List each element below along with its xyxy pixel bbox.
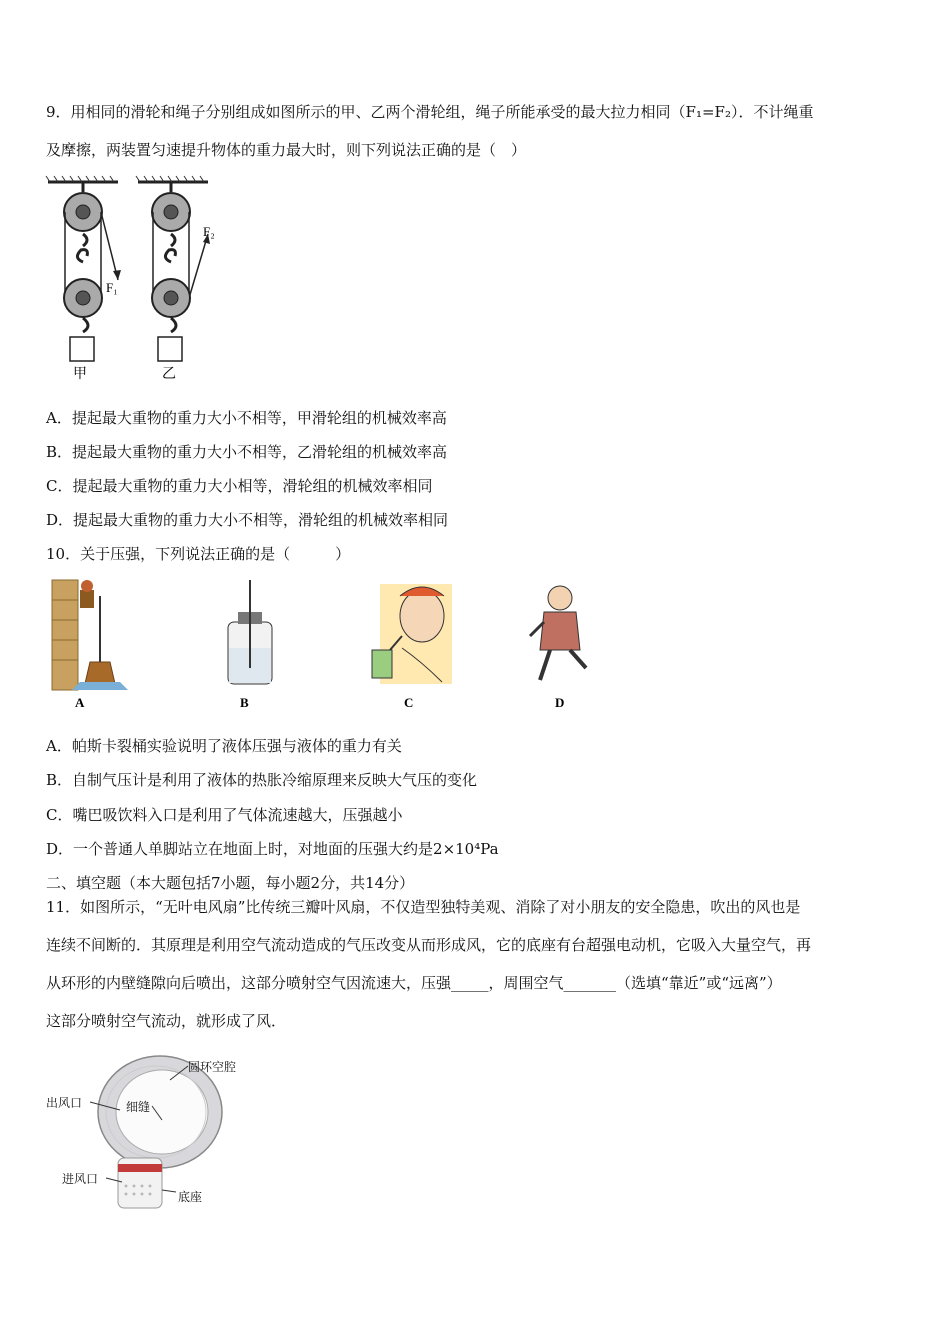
force-label-f2: F₂ (203, 224, 215, 239)
force-label-f1: F₁ (106, 280, 118, 295)
pulley-figure (40, 172, 230, 387)
label-jia: 甲 (73, 366, 87, 382)
q9-option-b: B．提起最大重物的重力大小不相等，乙滑轮组的机械效率高 (46, 443, 448, 461)
caption-d: D (555, 695, 565, 710)
q11-stem-line3: 从环形的内壁缝隙向后喷出，这部分喷射空气因流速大，压强_____，周围空气_______（选填“靠近”或“远离”） (46, 974, 782, 992)
label-base: 底座 (178, 1190, 203, 1204)
q9-stem-line1: 9．用相同的滑轮和绳子分别组成如图所示的甲、乙两个滑轮组，绳子所能承受的最大拉力相同（F₁=F₂）．不计绳重 (46, 103, 814, 121)
caption-c: C (404, 695, 414, 710)
q10-option-c: C．嘴巴吸饮料入口是利用了气体流速越大，压强越小 (46, 806, 403, 824)
q9-option-c: C．提起最大重物的重力大小相等，滑轮组的机械效率相同 (46, 477, 433, 495)
q11-stem-line4: 这部分喷射空气流动，就形成了风． (46, 1012, 287, 1030)
pulley-system-jia (46, 176, 121, 361)
caption-a: A (75, 695, 85, 710)
figure-a-pascal-barrel (52, 580, 128, 690)
pressure-figures (50, 576, 610, 716)
label-air-outlet: 出风口 (46, 1096, 83, 1110)
label-yi: 乙 (162, 366, 176, 382)
pulley-system-yi (136, 176, 210, 361)
q9-option-a: A．提起最大重物的重力大小不相等，甲滑轮组的机械效率高 (46, 409, 447, 427)
figure-c-drinking-person (372, 584, 452, 684)
label-ring-cavity: 圆环空腔 (188, 1060, 237, 1074)
q10-option-a: A．帕斯卡裂桶实验说明了液体压强与液体的重力有关 (46, 737, 402, 755)
fan-base (118, 1158, 162, 1208)
label-slit: 细缝 (126, 1100, 151, 1114)
q10-stem: 10．关于压强，下列说法正确的是（ ） (46, 545, 351, 563)
section-2-heading: 二、填空题（本大题包括7小题，每小题2分，共14分） (46, 874, 415, 892)
figure-b-barometer-bottle (228, 580, 272, 684)
q11-stem-line2: 连续不间断的．其原理是利用空气流动造成的气压改变从而形成风，它的底座有台超强电动机，它吸入大量空气，再 (46, 936, 812, 954)
q9-option-d: D．提起最大重物的重力大小不相等，滑轮组的机械效率相同 (46, 511, 449, 529)
caption-b: B (240, 695, 249, 710)
bladeless-fan-figure (40, 1050, 270, 1220)
q11-stem-line1: 11．如图所示，“无叶电风扇”比传统三瓣叶风扇，不仅造型独特美观、消除了对小朋友的安全隐患，吹出的风也是 (46, 898, 801, 916)
q10-option-b: B．自制气压计是利用了液体的热胀冷缩原理来反映大气压的变化 (46, 771, 478, 789)
figure-d-person-standing (530, 586, 586, 680)
q10-option-d: D．一个普通人单脚站立在地面上时，对地面的压强大约是2×10⁴Pa (46, 840, 499, 858)
q9-stem-line2: 及摩擦，两装置匀速提升物体的重力最大时，则下列说法正确的是（ ） (46, 141, 527, 159)
label-air-inlet: 进风口 (62, 1172, 99, 1186)
